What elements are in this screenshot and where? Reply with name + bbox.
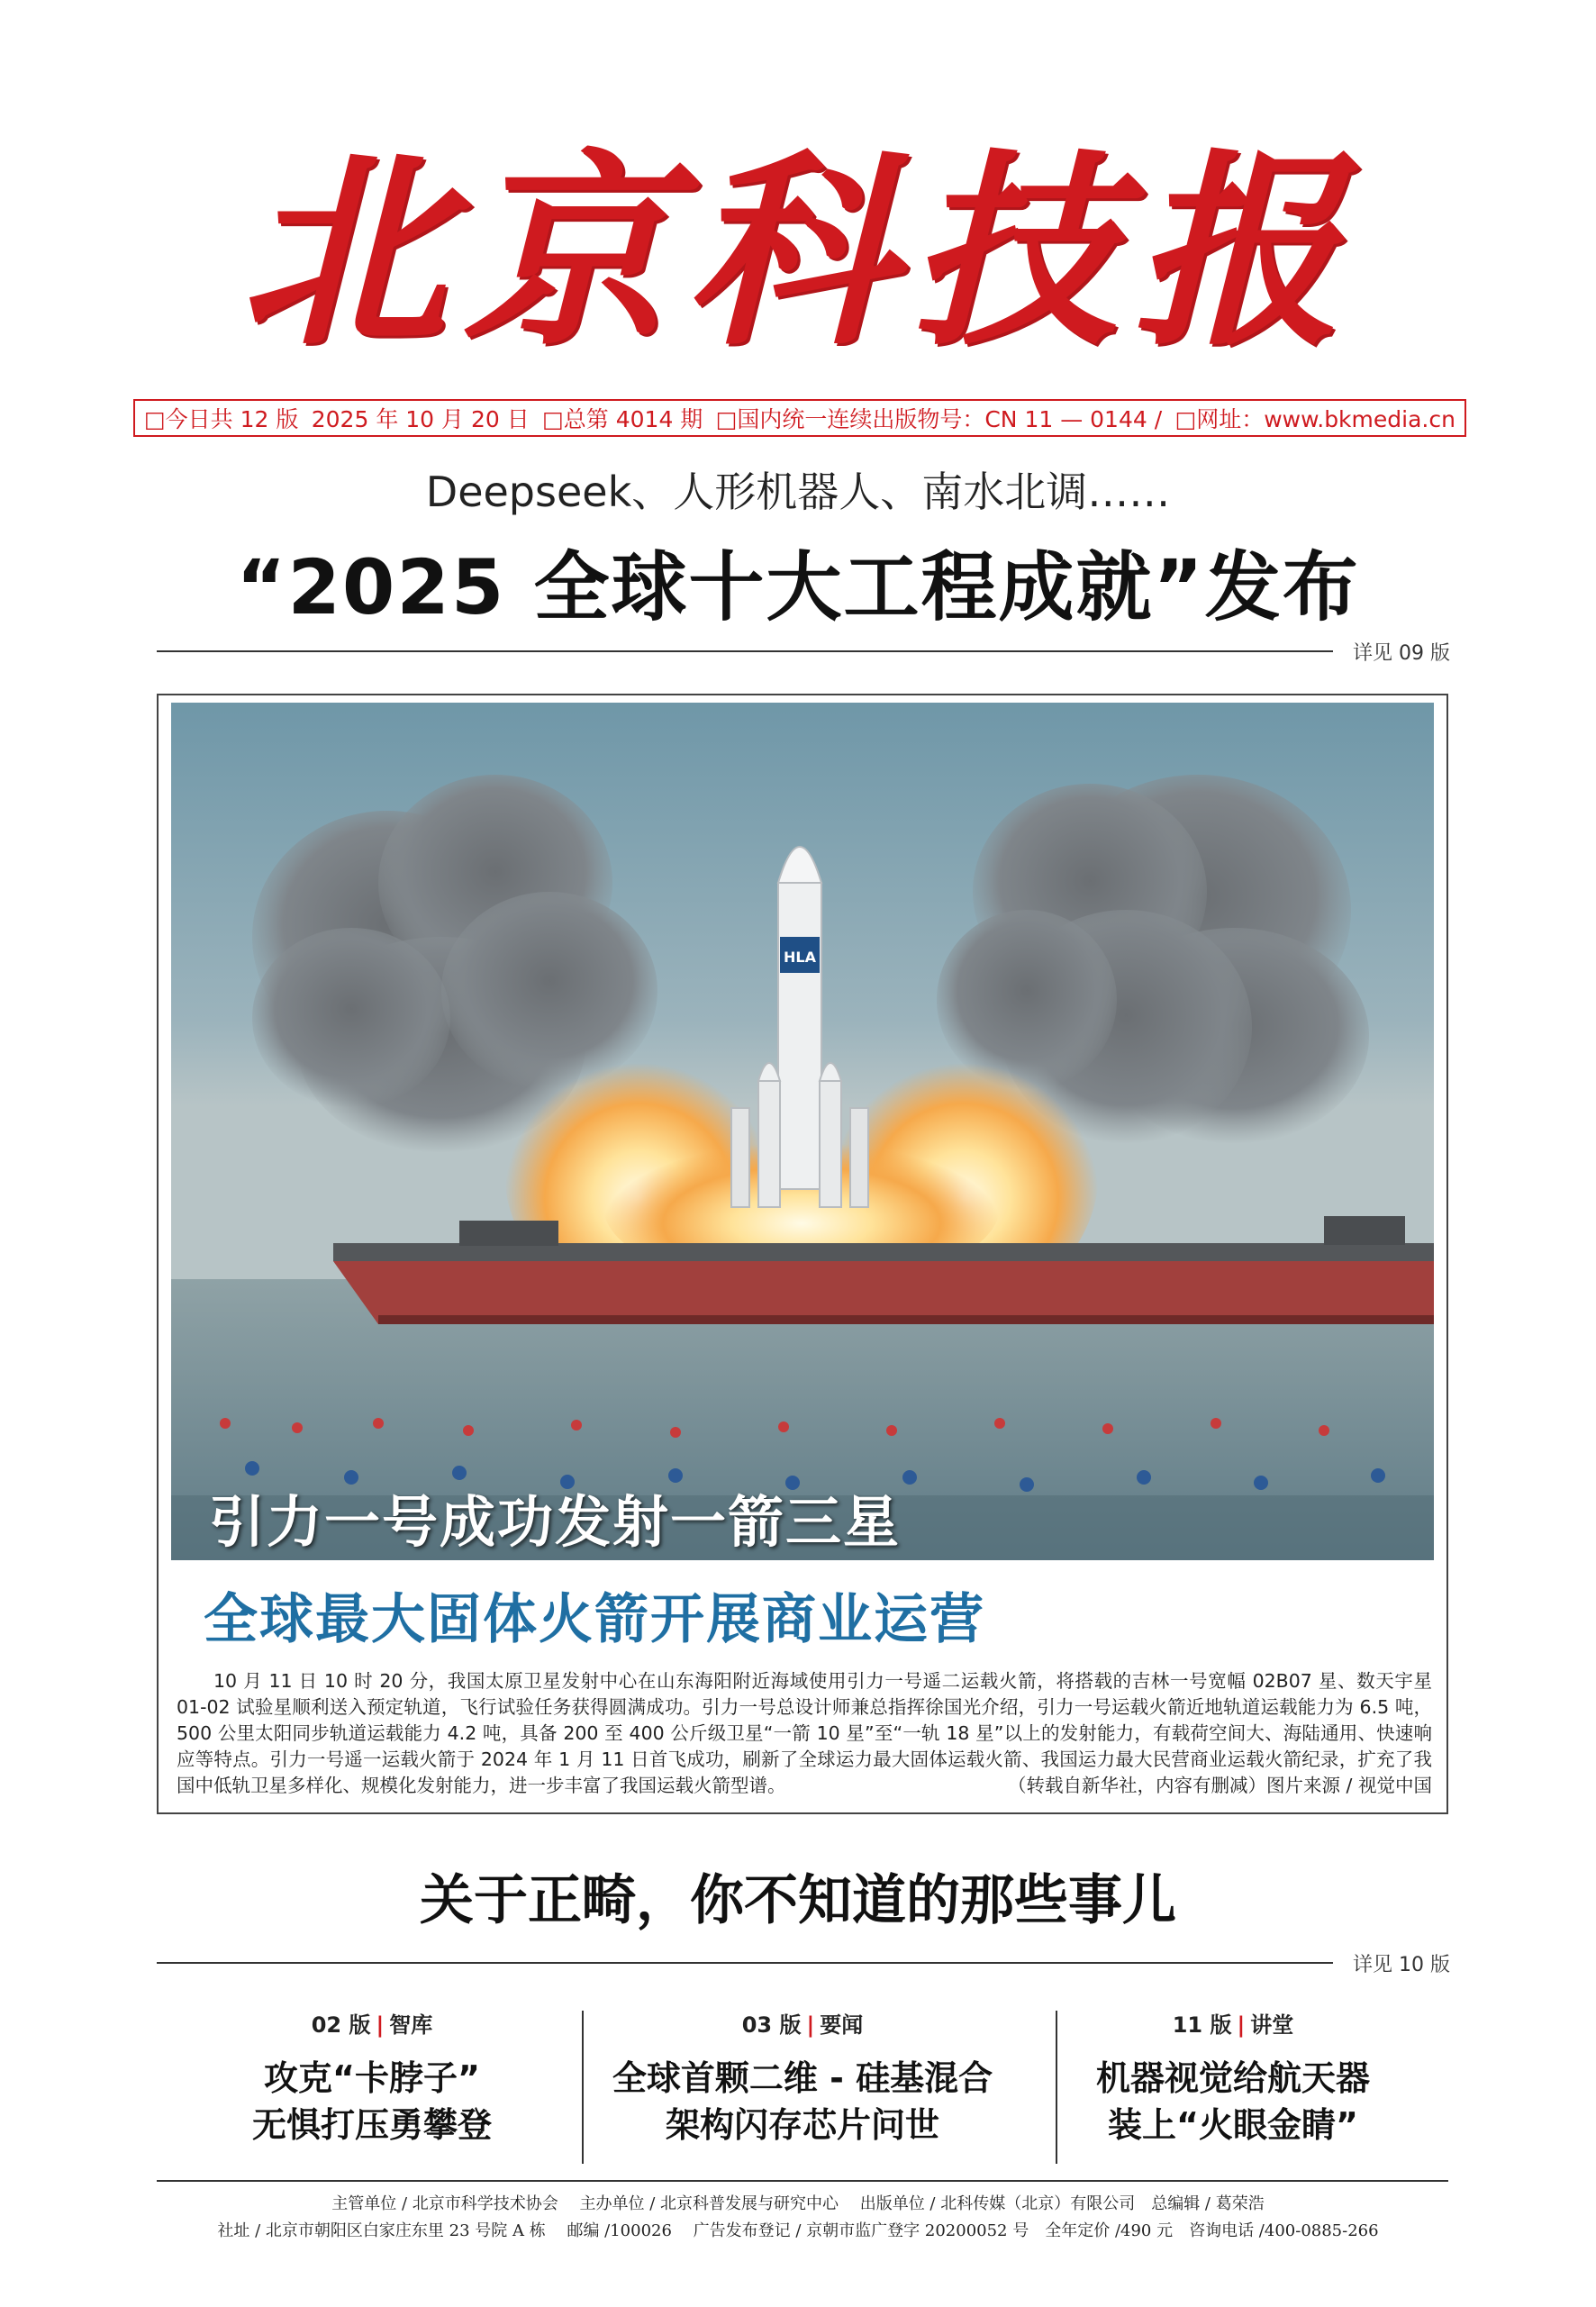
second-story-headline[interactable]: 关于正畸，你不知道的那些事儿: [420, 1869, 1176, 1932]
main-story: [157, 694, 1448, 1814]
page-count: □今日共 12 版: [144, 406, 299, 432]
launch-photo[interactable]: [171, 703, 1434, 1560]
teaser-title-line: 全球首颗二维 - 硅基混合: [612, 2058, 993, 2098]
teaser-tag: [157, 2007, 587, 2039]
teaser-tag: [1018, 2007, 1448, 2039]
teaser-column[interactable]: [157, 2003, 587, 2175]
teaser-title-line: 架构闪存芯片问世: [665, 2105, 939, 2145]
teaser-title-line: 装上“火眼金睛”: [1108, 2105, 1358, 2145]
issue-date: 2025 年 10 月 20 日: [311, 406, 530, 432]
divider: [157, 650, 1333, 652]
tag-separator: |: [376, 2012, 385, 2038]
teaser-section: 讲堂: [1250, 2012, 1294, 2038]
tag-separator: |: [1237, 2012, 1246, 2038]
teaser-tag: [587, 2007, 1018, 2039]
issue-number: □总第 4014 期: [542, 406, 703, 432]
photo-credit: （转载自新华社，内容有删减）图片来源 / 视觉中国: [1008, 1775, 1432, 1796]
svg-text:HLA: HLA: [784, 949, 816, 966]
teaser-column[interactable]: [1018, 2003, 1448, 2175]
publisher-footer: [0, 2191, 1596, 2245]
teaser-title-line: 无惧打压勇攀登: [251, 2105, 492, 2145]
footer-line: 主管单位 / 北京市科学技术协会 主办单位 / 北京科普发展与研究中心 出版单位 / 北科传媒（北京）有限公司 总编辑 / 葛荣浩: [331, 2194, 1265, 2213]
serial-number: □国内统一连续出版物号：CN 11 — 0144 /: [715, 406, 1163, 432]
top-story-headline[interactable]: “2025 全球十大工程成就”发布: [236, 543, 1360, 631]
footer-line: 社址 / 北京市朝阳区白家庄东里 23 号院 A 栋 邮编 /100026 广告发布登记 / 京朝市监广登字 20200052 号 全年定价 /490 元 咨询电话 /400-0885-266: [217, 2221, 1379, 2240]
teaser-title-line: 攻克“卡脖子”: [264, 2058, 480, 2098]
top-story-subhead: Deepseek、人形机器人、南水北调……: [425, 468, 1171, 516]
column-divider: [582, 2011, 584, 2164]
teaser-page: 02 版: [311, 2012, 371, 2038]
teaser-title: [1018, 2055, 1448, 2148]
website-link[interactable]: □网址：www.bkmedia.cn: [1174, 406, 1455, 432]
teaser-page: 03 版: [741, 2012, 802, 2038]
teaser-page: 11 版: [1172, 2012, 1232, 2038]
teaser-title: [587, 2055, 1018, 2148]
main-story-text: 10 月 11 日 10 时 20 分，我国太原卫星发射中心在山东海阳附近海域使用引力一号遥二运载火箭，将搭载的吉林一号宽幅 02B07 星、数天宇星 01-02 试验星顺利送入预定轨道，飞行试验任务获得圆满成功。引力一号总设计师兼总指挥徐国光介绍，引力一号运载火箭近地轨道运载能力为 6.5 吨，500 公里太阳同步轨道运载能力 4.2 吨，具备 200 至 400 公斤级卫星“一箭 10 星”至“一轨 18 星”以上的发射能力，有载荷空间大、海陆通用、快速响应等特点。引力一号遥一运载火箭于 2024 年 1 月 11 日首飞成功，刷新了全球运力最大固体运载火箭、我国运力最大民营商业运载火箭纪录，扩充了我国中低轨卫星多样化、规模化发射能力，进一步丰富了我国运载火箭型谱。: [177, 1670, 1432, 1796]
top-story-see-page[interactable]: 详见 09 版: [1353, 642, 1450, 665]
tag-separator: |: [806, 2012, 815, 2038]
teaser-column[interactable]: [587, 2003, 1018, 2175]
masthead: [0, 126, 1596, 378]
newspaper-title: 北京科技报: [240, 131, 1356, 374]
main-story-body: [177, 1668, 1432, 1799]
rocket-launch-illustration: [171, 703, 1434, 1560]
teaser-title: [157, 2055, 587, 2148]
teaser-section: 要闻: [820, 2012, 864, 2038]
issue-info-bar: [133, 399, 1466, 437]
teaser-title-line: 机器视觉给航天器: [1095, 2058, 1370, 2098]
main-story-subtitle[interactable]: 全球最大固体火箭开展商业运营: [204, 1588, 985, 1651]
teaser-columns: [157, 2003, 1448, 2175]
divider: [157, 1962, 1333, 1964]
photo-overlay-title: 引力一号成功发射一箭三星: [209, 1489, 902, 1555]
second-story-see-page[interactable]: 详见 10 版: [1353, 1954, 1450, 1976]
teaser-section: 智库: [389, 2012, 433, 2038]
footer-divider: [157, 2180, 1448, 2182]
